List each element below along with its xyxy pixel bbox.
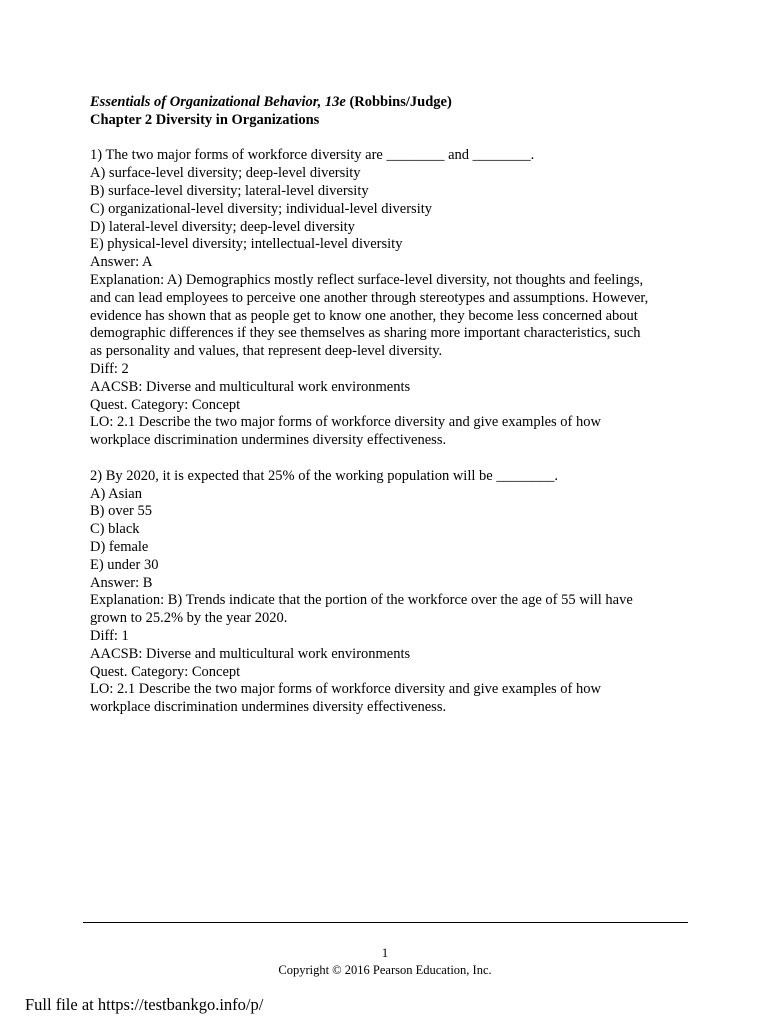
option-d: D) female — [90, 538, 149, 555]
learning-objective-line: workplace discrimination undermines diversity effectiveness. — [90, 699, 447, 716]
explanation-line: as personality and values, that represent deep-level diversity. — [90, 343, 443, 360]
chapter-heading: Chapter 2 Diversity in Organizations — [90, 111, 320, 128]
aacsb: AACSB: Diverse and multicultural work environments — [90, 645, 411, 662]
question-stem: 2) By 2020, it is expected that 25% of the working population will be ________. — [90, 467, 558, 484]
copyright-notice: Copyright © 2016 Pearson Education, Inc. — [278, 963, 492, 977]
explanation-line: and can lead employees to perceive one another through stereotypes and assumptions. However, — [90, 289, 649, 306]
answer: Answer: B — [90, 574, 153, 591]
book-title: Essentials of Organizational Behavior, 13e — [90, 94, 346, 110]
answer: Answer: A — [90, 254, 153, 271]
difficulty: Diff: 1 — [90, 627, 129, 644]
option-a: A) Asian — [90, 485, 142, 502]
option-b: B) surface-level diversity; lateral-level diversity — [90, 182, 369, 199]
question-2 — [90, 468, 690, 717]
explanation-line: Explanation: A) Demographics mostly reflect surface-level diversity, not thoughts and feelings, — [90, 271, 644, 288]
option-a: A) surface-level diversity; deep-level diversity — [90, 165, 361, 182]
explanation-line: evidence has shown that as people get to know one another, they become less concerned about — [90, 307, 638, 324]
option-c: C) organizational-level diversity; individual-level diversity — [90, 200, 433, 217]
page-content — [90, 94, 690, 717]
option-e: E) physical-level diversity; intellectual-level diversity — [90, 236, 403, 253]
question-category: Quest. Category: Concept — [90, 396, 241, 413]
footer-divider — [83, 922, 688, 923]
document-title — [90, 94, 690, 112]
option-c: C) black — [90, 521, 140, 538]
book-authors: (Robbins/Judge) — [345, 94, 452, 110]
explanation-line: grown to 25.2% by the year 2020. — [90, 610, 288, 627]
learning-objective-line: workplace discrimination undermines diversity effectiveness. — [90, 432, 447, 449]
aacsb: AACSB: Diverse and multicultural work environments — [90, 378, 411, 395]
question-stem: 1) The two major forms of workforce diversity are ________ and ________. — [90, 147, 535, 164]
question-category: Quest. Category: Concept — [90, 663, 241, 680]
learning-objective-line: LO: 2.1 Describe the two major forms of workforce diversity and give examples of how — [90, 681, 601, 698]
full-file-link[interactable]: Full file at https://testbankgo.info/p/ — [25, 995, 264, 1014]
learning-objective-line: LO: 2.1 Describe the two major forms of workforce diversity and give examples of how — [90, 414, 601, 431]
explanation-line: demographic differences if they see themselves as sharing more important characteristics, such — [90, 325, 641, 342]
question-1 — [90, 147, 690, 450]
explanation-line: Explanation: B) Trends indicate that the portion of the workforce over the age of 55 will have — [90, 592, 633, 609]
option-d: D) lateral-level diversity; deep-level diversity — [90, 218, 355, 235]
difficulty: Diff: 2 — [90, 360, 129, 377]
page-number: 1 — [381, 946, 389, 960]
option-b: B) over 55 — [90, 503, 153, 520]
option-e: E) under 30 — [90, 556, 159, 573]
spacer — [90, 130, 690, 148]
spacer — [90, 450, 690, 468]
